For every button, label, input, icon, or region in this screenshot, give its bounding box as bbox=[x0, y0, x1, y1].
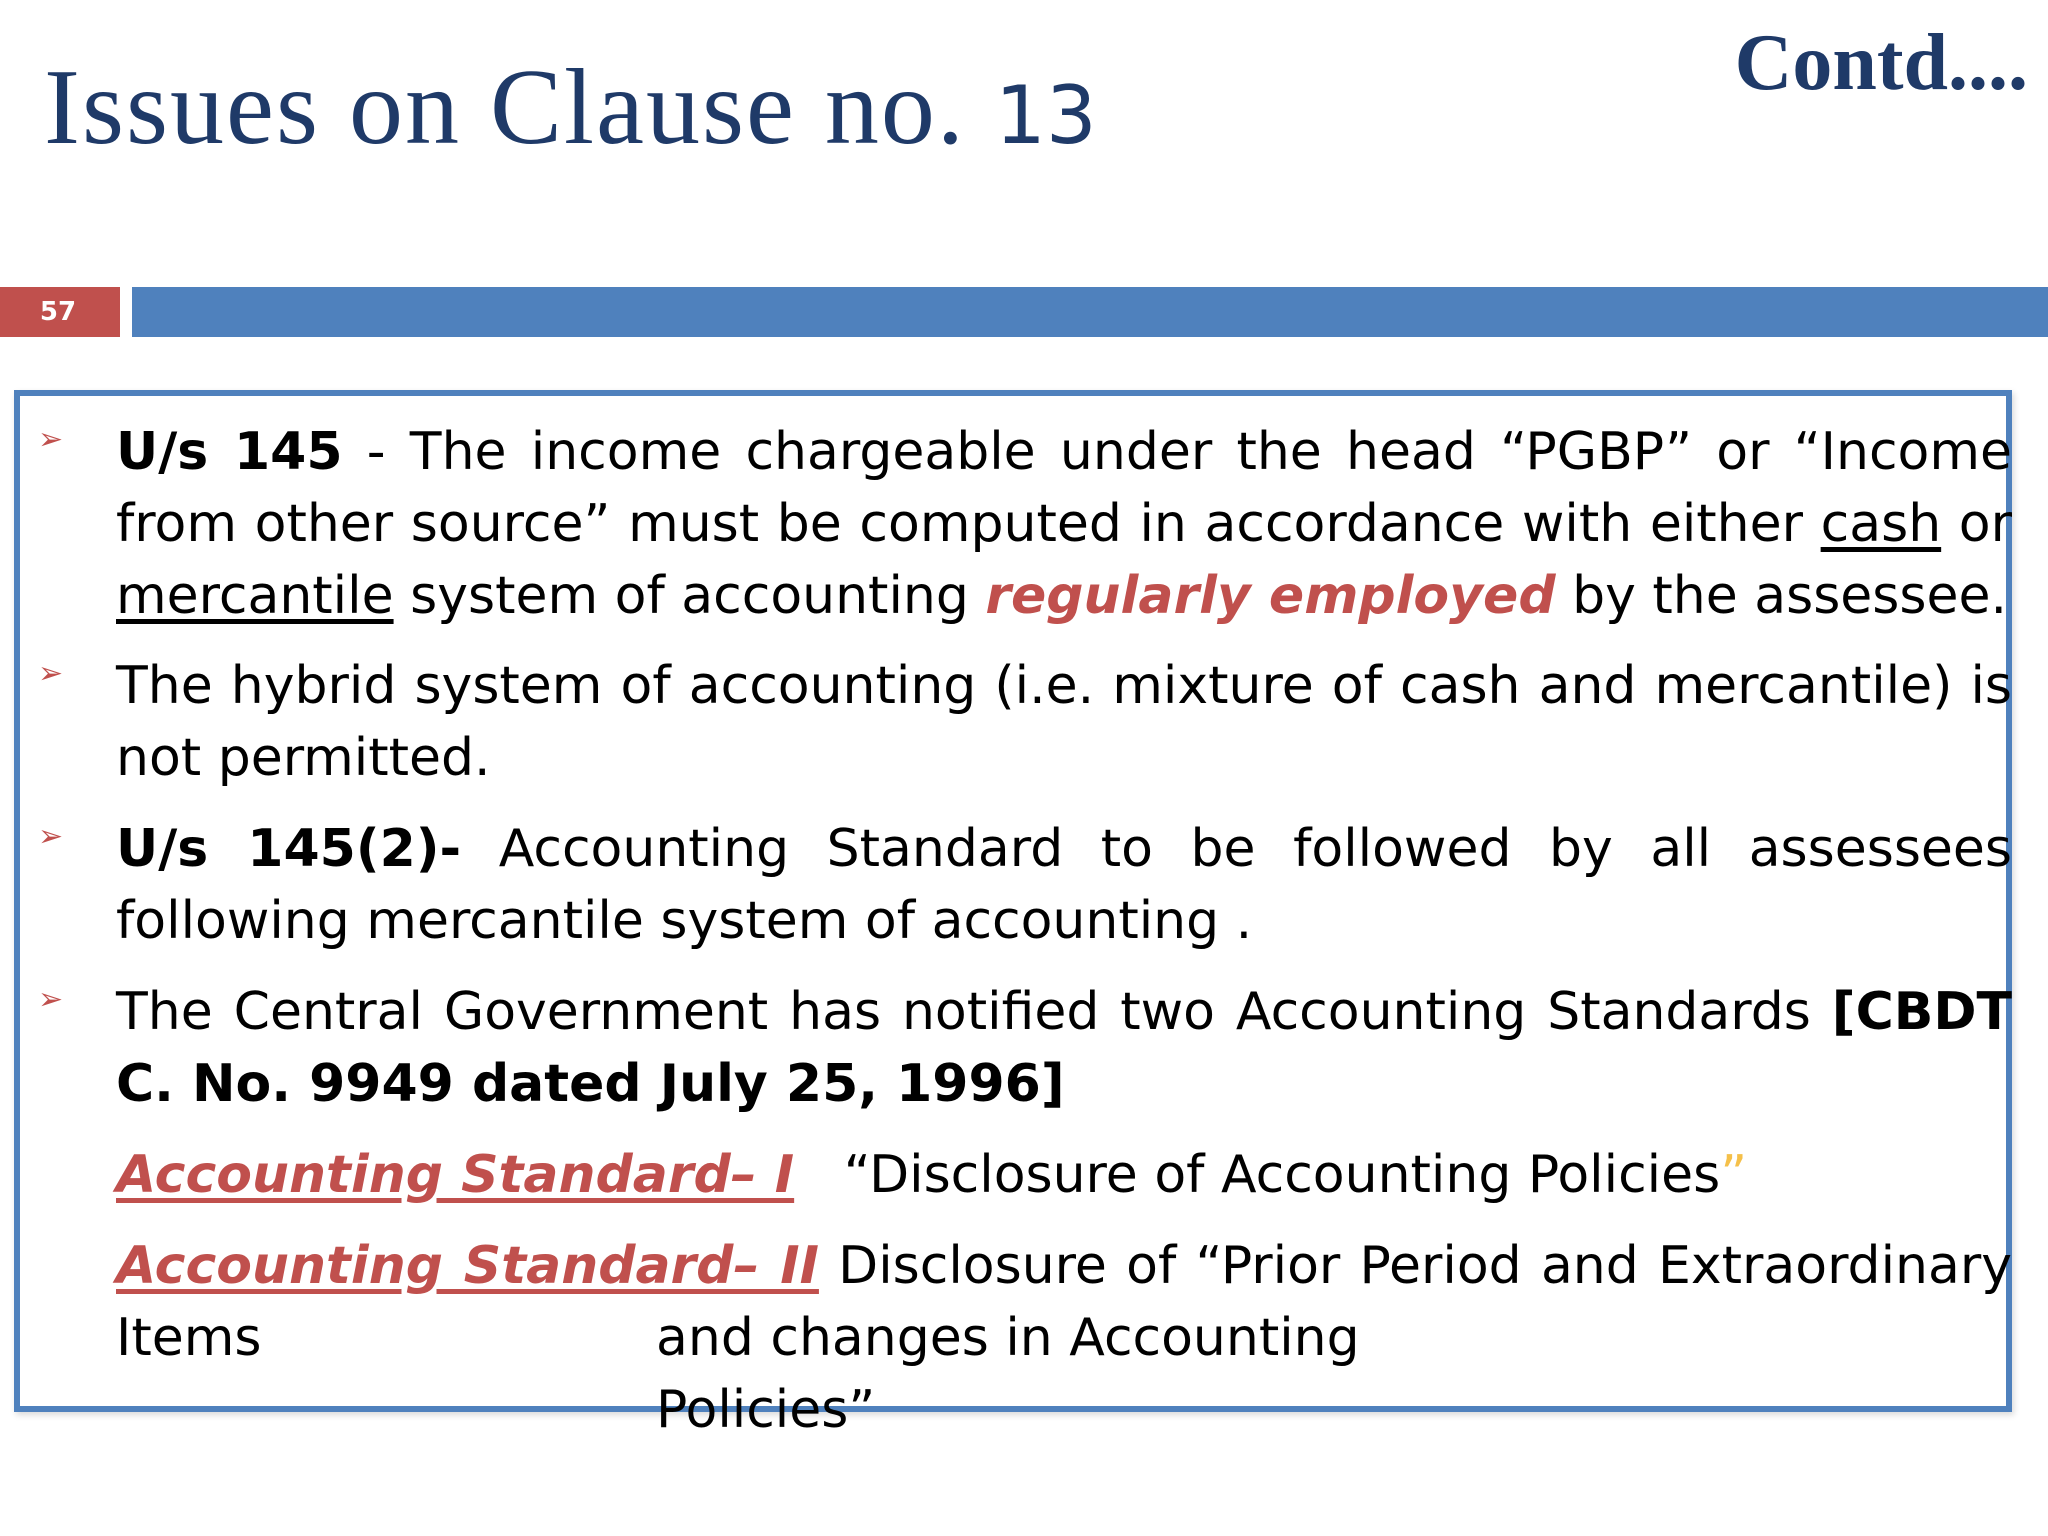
standard-2-description-cont: and changes in Accounting Policies” bbox=[656, 1308, 1360, 1440]
bullet-text-part: or bbox=[1941, 494, 2012, 554]
standard-2-line-2 bbox=[656, 1302, 1556, 1446]
bullet-text-part: by the assessee. bbox=[1555, 566, 2007, 626]
arrow-bullet-icon: ➢ bbox=[38, 657, 64, 690]
bullet-item-2 bbox=[38, 650, 2012, 794]
bullet-item-4-text bbox=[116, 976, 2012, 1120]
standard-2-label: Accounting Standard– II bbox=[116, 1236, 819, 1296]
standard-1-line bbox=[116, 1139, 2012, 1211]
bullet-text-part: Accounting Standard to be followed by all assessees following mercantile system of accounting . bbox=[116, 819, 2012, 951]
header-divider-bar bbox=[132, 287, 2048, 337]
standard-2-description: Disclosure of “Prior Period and Extraordinary Items bbox=[116, 1236, 2012, 1368]
slide-title-text: Issues on Clause no. bbox=[44, 48, 966, 167]
standard-1-label: Accounting Standard– I bbox=[116, 1145, 795, 1205]
bullet-text-part: The Central Government has notified two Accounting Standards bbox=[116, 982, 1832, 1042]
bullet-item-1-text bbox=[116, 416, 2012, 632]
circular-ref: [CBDT C. No. 9949 dated July 25, 1996] bbox=[116, 982, 2012, 1114]
bullet-text-part: - The income chargeable under the head “PGBP” or “Income from other source” must be computed in accordance with either bbox=[116, 422, 2012, 554]
bullet-item-2-text: The hybrid system of accounting (i.e. mixture of cash and mercantile) is not permitted. bbox=[116, 656, 2012, 788]
section-ref: U/s 145(2)- bbox=[116, 819, 462, 879]
bullet-item-3-text bbox=[116, 813, 2012, 957]
arrow-bullet-icon: ➢ bbox=[38, 983, 64, 1016]
mercantile-term: mercantile bbox=[116, 566, 394, 626]
emphasis-text: regularly employed bbox=[985, 566, 1556, 626]
slide-title bbox=[44, 46, 1097, 170]
bullet-item-1 bbox=[38, 416, 2012, 632]
standard-1-description: “Disclosure of Accounting Policies bbox=[843, 1145, 1721, 1205]
cash-term: cash bbox=[1820, 494, 1942, 554]
bullet-item-3 bbox=[38, 813, 2012, 957]
bullet-item-4 bbox=[38, 976, 2012, 1120]
contd-label: Contd.... bbox=[1734, 19, 2028, 107]
slide-number-badge bbox=[0, 287, 120, 337]
content-box bbox=[14, 390, 2012, 1440]
section-ref: U/s 145 bbox=[116, 422, 343, 482]
arrow-bullet-icon: ➢ bbox=[38, 820, 64, 853]
slide-title-number: 13 bbox=[994, 69, 1097, 162]
bullet-text-part: system of accounting bbox=[393, 566, 986, 626]
closing-quote: ” bbox=[1720, 1145, 1748, 1205]
slide-number: 57 bbox=[39, 297, 77, 327]
arrow-bullet-icon: ➢ bbox=[38, 423, 64, 456]
